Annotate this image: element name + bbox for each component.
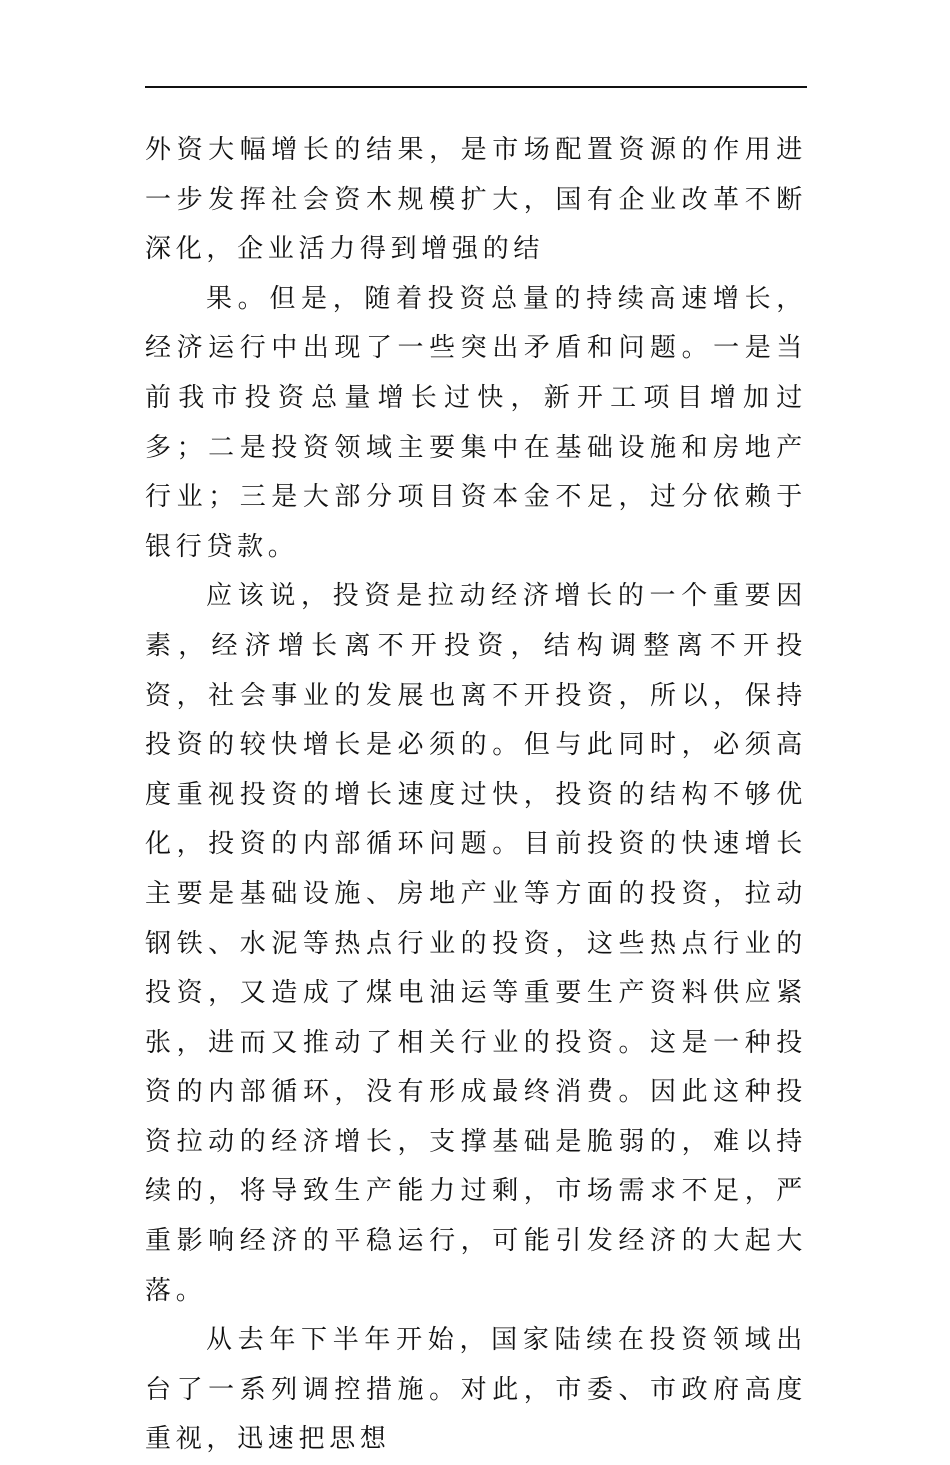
body-text: [145, 126, 807, 1465]
paragraph-3: 应该说，投资是拉动经济增长的一个重要因素，经济增长离不开投资，结构调整离不开投资，社会事业的发展也离不开投资，所以，保持投资的较快增长是必须的。但与此同时，必须高度重视投资的增长速度过快，投资的结构不够优化，投资的内部循环问题。目前投资的快速增长主要是基础设施、房地产业等方面的投资，拉动钢铁、水泥等热点行业的投资，这些热点行业的投资，又造成了煤电油运等重要生产资料供应紧张，进而又推动了相关行业的投资。这是一种投资的内部循环，没有形成最终消费。因此这种投资拉动的经济增长，支撑基础是脆弱的，难以持续的，将导致生产能力过剩，市场需求不足，严重影响经济的平稳运行，可能引发经济的大起大落。: [145, 581, 807, 1306]
paragraph-2: 果。但是，随着投资总量的持续高速增长，经济运行中出现了一些突出矛盾和问题。一是当前我市投资总量增长过快，新开工项目增加过多；二是投资领域主要集中在基础设施和房地产行业；三是大部分项目资本金不足，过分依赖于银行贷款。: [145, 283, 807, 562]
header-rule: [145, 86, 807, 88]
paragraph-1: 外资大幅增长的结果，是市场配置资源的作用进一步发挥社会资木规模扩大，国有企业改革不断深化，企业活力得到增强的结: [145, 135, 807, 265]
paragraph-4: 从去年下半年开始，国家陆续在投资领域出台了一系列调控措施。对此，市委、市政府高度重视，迅速把思想: [145, 1325, 807, 1455]
